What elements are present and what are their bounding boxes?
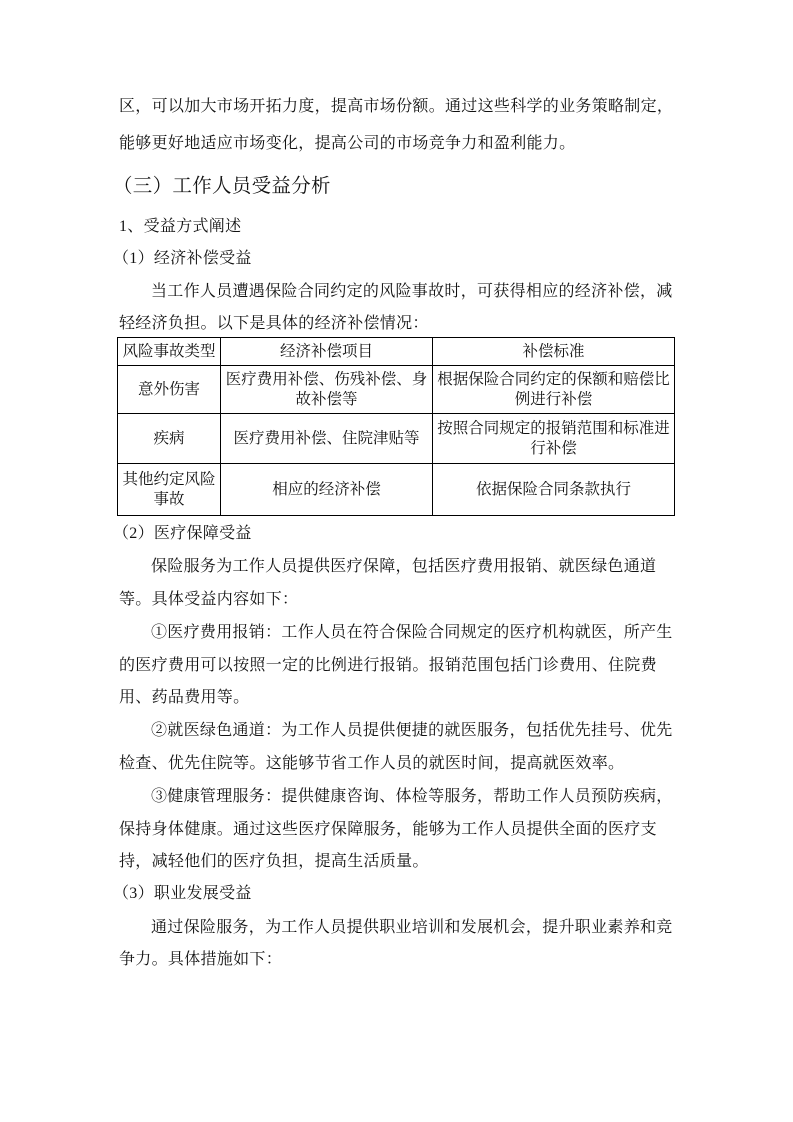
paragraph-line: 持，减轻他们的医疗负担，提高生活质量。 [119,853,429,870]
paragraph-line: 保持身体健康。通过这些医疗保障服务，能够为工作人员提供全面的医疗支 [119,821,657,838]
paragraph-line: 区，可以加大市场开拓力度，提高市场份额。通过这些科学的业务策略制定， [119,98,674,115]
table-cell: 医疗费用补偿、住院津贴等 [221,414,433,464]
table-cell: 其他约定风险事故 [118,464,221,516]
paragraph-line: 检查、优先住院等。这能够节省工作人员的就医时间，提高就医效率。 [119,755,625,772]
table-cell: 根据保险合同约定的保额和赔偿比例进行补偿 [433,366,675,414]
paragraph-line: 的医疗费用可以按照一定的比例进行报销。报销范围包括门诊费用、住院费 [119,657,657,674]
table-cell: 疾病 [118,414,221,464]
table-header-row [118,338,675,366]
subheading: （2）医疗保障受益 [113,525,252,542]
paragraph-line: ①医疗费用报销：工作人员在符合保险合同规定的医疗机构就医，所产生 [151,624,673,641]
subheading: （3）职业发展受益 [113,885,252,902]
table-row [118,366,675,414]
subheading: （1）经济补偿受益 [113,250,252,267]
table-row [118,464,675,516]
paragraph-line: 能够更好地适应市场变化，提高公司的市场竞争力和盈利能力。 [119,135,576,152]
section-heading: （三）工作人员受益分析 [113,176,331,197]
table-header: 风险事故类型 [118,338,221,366]
paragraph-line: 等。具体受益内容如下： [119,591,299,608]
paragraph-line: ②就医绿色通道：为工作人员提供便捷的就医服务，包括优先挂号、优先 [151,722,673,739]
table-cell: 依据保险合同条款执行 [433,464,675,516]
subheading: 1、受益方式阐述 [119,218,242,235]
table-row [118,414,675,464]
table-header: 经济补偿项目 [221,338,433,366]
paragraph-line: 轻经济负担。以下是具体的经济补偿情况： [119,315,429,332]
paragraph-line: 当工作人员遭遇保险合同约定的风险事故时，可获得相应的经济补偿，减 [151,283,673,300]
paragraph-line: ③健康管理服务：提供健康咨询、体检等服务，帮助工作人员预防疾病， [151,788,673,805]
paragraph-line: 通过保险服务，为工作人员提供职业培训和发展机会，提升职业素养和竞 [151,919,673,936]
paragraph-line: 争力。具体措施如下： [119,951,283,968]
compensation-table [117,337,675,516]
table-cell: 意外伤害 [118,366,221,414]
paragraph-line: 保险服务为工作人员提供医疗保障，包括医疗费用报销、就医绿色通道 [151,558,657,575]
table-cell: 按照合同规定的报销范围和标准进行补偿 [433,414,675,464]
paragraph-line: 用、药品费用等。 [119,689,250,706]
table-cell: 相应的经济补偿 [221,464,433,516]
table-cell: 医疗费用补偿、伤残补偿、身故补偿等 [221,366,433,414]
table-header: 补偿标准 [433,338,675,366]
